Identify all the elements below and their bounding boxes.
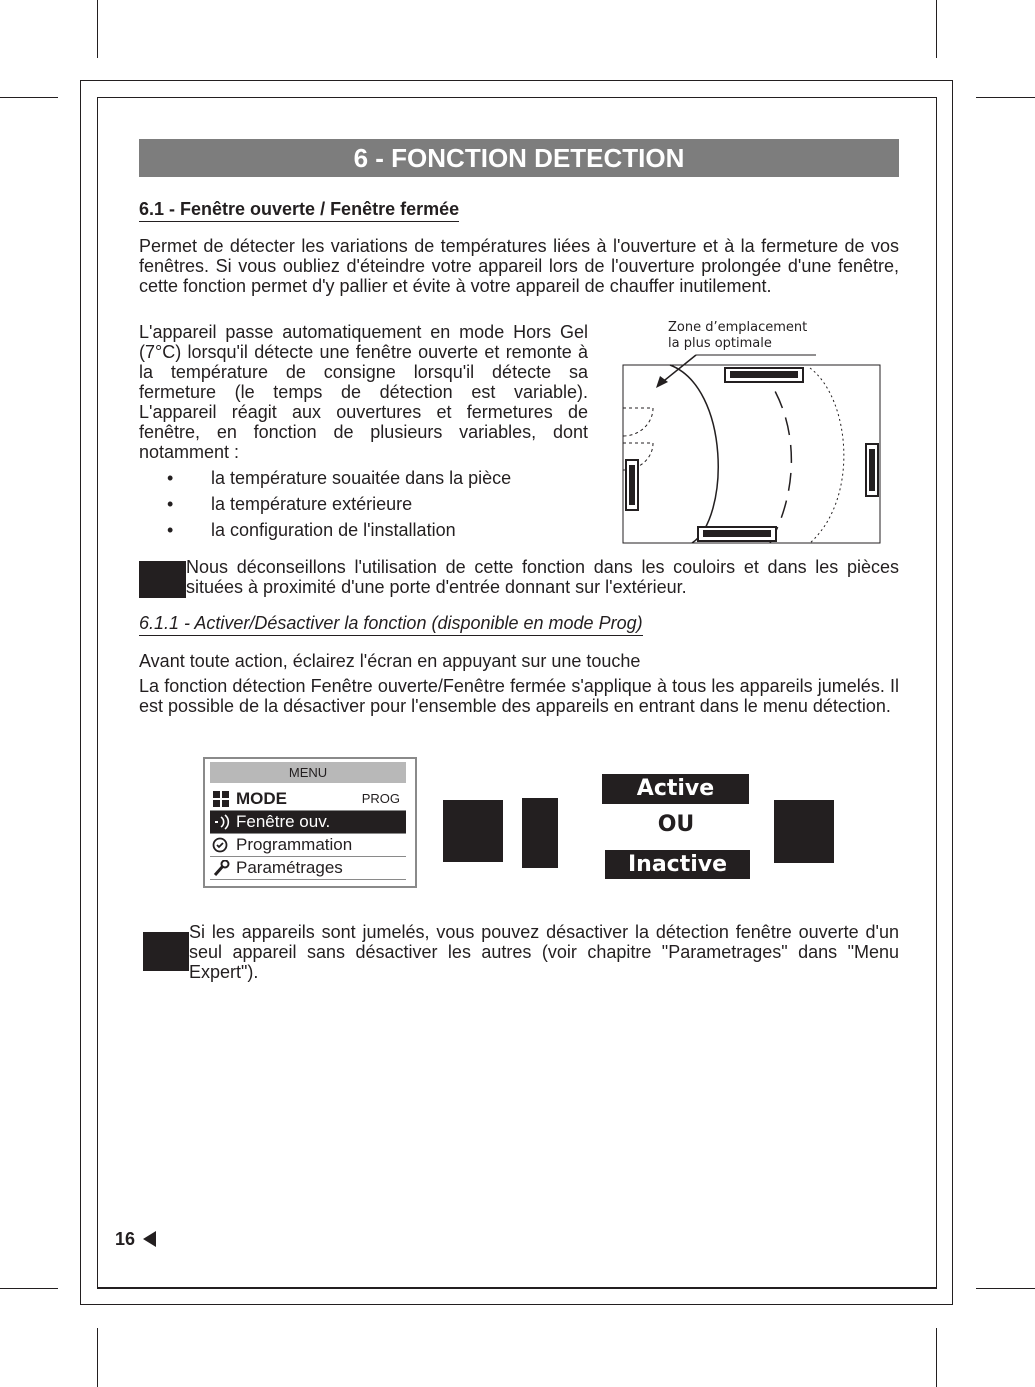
bullet-icon: •	[167, 468, 174, 488]
bullet-icon: •	[167, 494, 174, 514]
crop-mark	[976, 1288, 1035, 1289]
list-item: • la température souaitée dans la pièce	[160, 465, 511, 491]
crop-mark	[97, 0, 98, 58]
button-icon	[443, 800, 503, 862]
note-text: Si les appareils sont jumelés, vous pouvez désactiver la détection fenêtre ouverte d'un seul appareil sans désactiver les autres (voir chapitre "Parametrages" dans "Menu Expert").	[189, 922, 899, 982]
list-item: • la température extérieure	[160, 491, 511, 517]
button-icon	[522, 798, 558, 868]
warning-text: Nous déconseillons l'utilisation de cette fonction dans les couloirs et dans les pièces situées à proximité d'une porte d'entrée donnant sur l'extérieur.	[186, 557, 899, 597]
subsection-heading: 6.1.1 - Activer/Désactiver la fonction (disponible en mode Prog)	[139, 612, 643, 636]
warning-icon	[139, 561, 186, 598]
window-detect-icon	[212, 814, 232, 830]
instruction-paragraph: La fonction détection Fenêtre ouverte/Fenêtre fermée s'applique à tous les appareils jumelés. Il est possible de la désactiver pour l'ensemble des appareils en entrant dans le menu détection.	[139, 676, 899, 716]
section-heading: 6.1 - Fenêtre ouverte / Fenêtre fermée	[139, 198, 459, 222]
detail-paragraph: L'appareil passe automatiquement en mode Hors Gel (7°C) lorsqu'il détecte une fenêtre ouverte et remonte à la température de consigne lorsqu'il détecte sa fermeture (le temps de détection est variable). L'appareil réagit aux ouvertures et fermetures de fenêtre, en fonction de plusieurs variables, dont notamment :	[139, 322, 588, 462]
crop-mark	[97, 1328, 98, 1387]
page-number: 16	[115, 1228, 156, 1250]
crop-mark	[0, 1288, 58, 1289]
mode-grid-icon	[212, 791, 232, 807]
lcd-menu-item-parametrages[interactable]: Paramétrages	[210, 857, 406, 880]
diagram-label: Zone d’emplacement la plus optimale	[668, 320, 808, 351]
placement-diagram	[620, 318, 885, 548]
instruction-line: Avant toute action, éclairez l'écran en appuyant sur une touche	[139, 651, 641, 671]
active-state-badge[interactable]: Active	[602, 774, 749, 804]
lcd-menu-header: MENU	[210, 762, 406, 783]
crop-mark	[936, 0, 937, 58]
lcd-menu-item-programmation[interactable]: Programmation	[210, 834, 406, 857]
inactive-state-badge[interactable]: Inactive	[605, 850, 750, 879]
page-title: 6 - FONCTION DETECTION	[139, 139, 899, 177]
lcd-menu-item-mode[interactable]: MODE PROG	[210, 788, 406, 811]
button-icon	[774, 800, 834, 863]
intro-paragraph: Permet de détecter les variations de températures liées à l'ouverture et à la fermeture de vos fenêtres. Si vous oubliez d'éteindre votre appareil lors de l'ouverture prolongée d'une fenêtre, cette fonction permet d'y pallier et évite à votre appareil de chauffer inutilement.	[139, 236, 899, 296]
crop-mark	[0, 97, 58, 98]
list-item: • la configuration de l'installation	[160, 517, 511, 543]
note-icon	[143, 932, 189, 971]
arrow-left-icon	[143, 1231, 156, 1247]
wrench-icon	[212, 860, 232, 876]
bullet-icon: •	[167, 520, 174, 540]
lcd-menu-item-window[interactable]: Fenêtre ouv.	[210, 811, 406, 834]
clock-check-icon	[212, 837, 232, 853]
crop-mark	[936, 1328, 937, 1387]
lcd-menu-screen	[203, 757, 417, 888]
bullet-list	[160, 465, 511, 543]
crop-mark	[976, 97, 1035, 98]
or-label: OU	[657, 812, 695, 837]
